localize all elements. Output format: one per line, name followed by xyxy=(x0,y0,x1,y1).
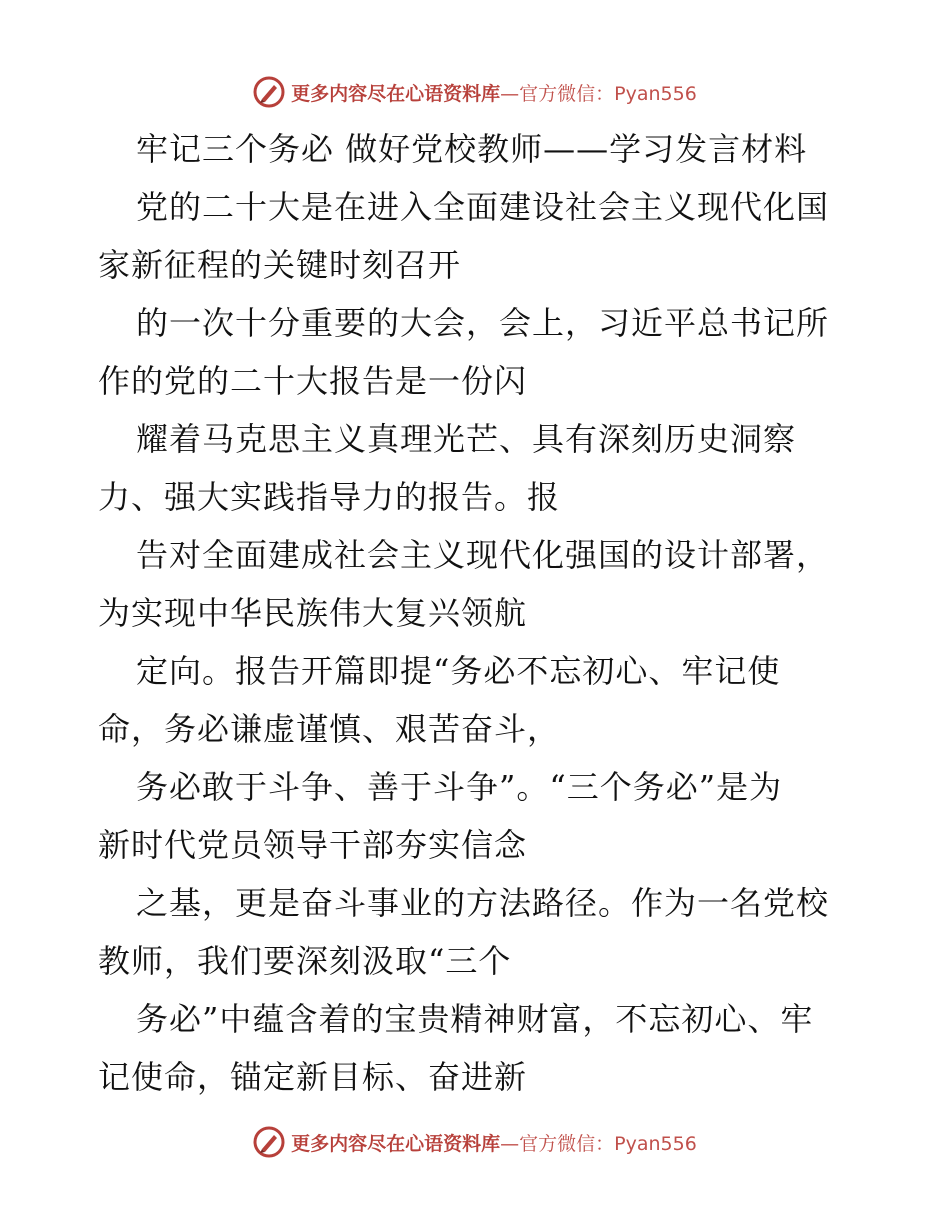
text-line: 为实现中华民族伟大复兴领航 xyxy=(98,594,528,632)
text-line: 教师，我们要深刻汲取“三个 xyxy=(98,942,512,980)
text-line: 力、强大实践指导力的报告。报 xyxy=(98,478,561,516)
document-body xyxy=(98,120,898,1106)
watermark-footer xyxy=(0,1122,950,1162)
text-line: 定向。报告开篇即提“务必不忘初心、牢记使 xyxy=(136,652,781,690)
text-line: 耀着马克思主义真理光芒、具有深刻历史洞察 xyxy=(136,420,797,458)
watermark-sub-text: —官方微信：Pyan556 xyxy=(500,82,697,105)
text-line: 的一次十分重要的大会，会上，习近平总书记所 xyxy=(136,304,830,342)
text-line: 家新征程的关键时刻召开 xyxy=(98,246,462,284)
watermark-main-text: 更多内容尽在心语资料库 xyxy=(291,1132,501,1155)
watermark-sub-text: —官方微信：Pyan556 xyxy=(500,1132,697,1155)
text-line: 作的党的二十大报告是一份闪 xyxy=(98,362,528,400)
pen-logo-icon xyxy=(253,76,285,108)
text-line: 记使命，锚定新目标、奋进新 xyxy=(98,1058,528,1096)
watermark-header xyxy=(0,72,950,112)
document-title: 牢记三个务必 做好党校教师——学习发言材料 xyxy=(136,130,808,168)
pen-logo-icon xyxy=(253,1126,285,1158)
text-line: 新时代党员领导干部夯实信念 xyxy=(98,826,528,864)
watermark-main-text: 更多内容尽在心语资料库 xyxy=(291,82,501,105)
text-line: 告对全面建成社会主义现代化强国的设计部署， xyxy=(136,536,830,574)
text-line: 之基，更是奋斗事业的方法路径。作为一名党校 xyxy=(136,884,830,922)
text-line: 命，务必谦虚谨慎、艰苦奋斗， xyxy=(98,710,561,748)
text-line: 务必敢于斗争、善于斗争”。“三个务必”是为 xyxy=(136,768,783,806)
text-line: 党的二十大是在进入全面建设社会主义现代化国 xyxy=(136,188,830,226)
text-line: 务必”中蕴含着的宝贵精神财富，不忘初心、牢 xyxy=(136,1000,814,1038)
